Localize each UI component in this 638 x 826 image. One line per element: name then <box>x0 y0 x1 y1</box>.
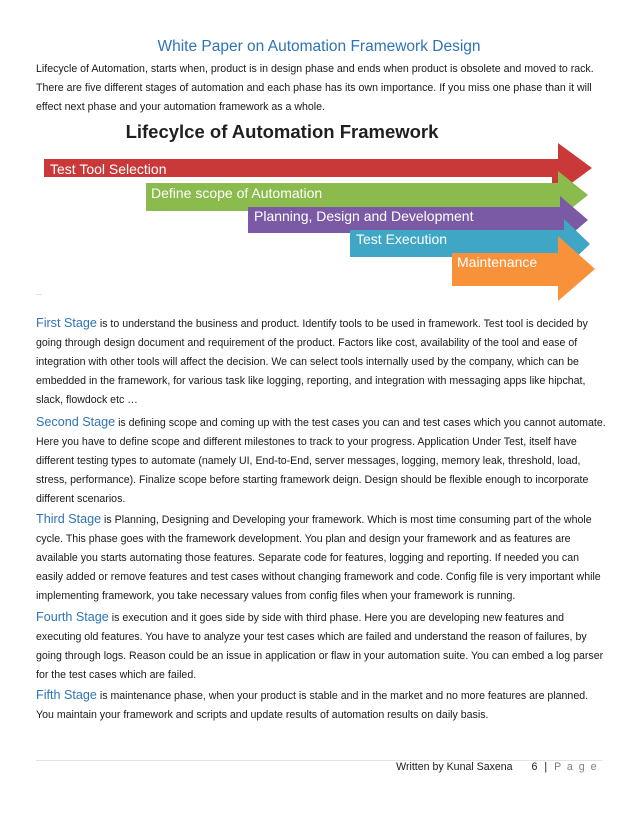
section-first-stage <box>36 314 608 410</box>
intro-paragraph: Lifecycle of Automation, starts when, product is in design phase and ends when product is obsolete and moved to rack. There are five different stages of automation and each phase has its own importance. If you miss one phase than it will effect next phase and your automation framework as a whole. <box>36 63 594 113</box>
footer-author: Written by Kunal Saxena <box>396 761 513 773</box>
page-footer <box>396 757 598 777</box>
diagram-title: Lifecylce of Automation Framework <box>125 121 439 142</box>
stage-label-3: Planning, Design and Development <box>254 208 474 224</box>
section-heading: First Stage <box>36 316 97 330</box>
section-body: is maintenance phase, when your product is stable and in the market and no more features are planned. You maintain your framework and scripts and update results of automation results on daily basis. <box>36 690 589 721</box>
section-third-stage <box>36 510 608 606</box>
footer-separator: | <box>544 761 548 773</box>
stage-label-5: Maintenance <box>457 254 538 270</box>
page-label: P a g e <box>554 761 598 773</box>
lifecycle-diagram <box>40 116 600 306</box>
section-body: is to understand the business and product. Identify tools to be used in framework. Test tool is decided by going through design document and requirement of the product. Factors like cost, availability of the tool and ease of integration with other tools will affect the decision. We can select tools internally used by the company, which can be embedded in the framework, for various task like logging, reporting, and integration with messaging apps like hipchat, slack, flowdock etc … <box>36 318 588 406</box>
section-body: is defining scope and coming up with the test cases you can and test cases which you cannot automate. Here you have to define scope and different milestones to track to your progress. Application Under Test, itself have different testing types to automate (namely UI, End-to-End, server messages, logging, memory leak, threshold, load, stress, performance). Finalize scope before starting framework deign. Design should be flexible enough to incorporate different scenarios. <box>36 417 606 505</box>
section-fourth-stage <box>36 608 608 685</box>
page-number: 6 <box>531 761 538 773</box>
section-heading: Fourth Stage <box>36 610 109 624</box>
section-second-stage <box>36 413 608 509</box>
section-heading: Second Stage <box>36 415 116 429</box>
section-heading: Third Stage <box>36 512 102 526</box>
stage-label-2: Define scope of Automation <box>151 185 323 201</box>
stage-label-4: Test Execution <box>356 231 448 247</box>
stage-label-1: Test Tool Selection <box>50 161 167 177</box>
lifecycle-diagram-svg <box>40 116 600 306</box>
footnote-mark: ... <box>36 290 42 297</box>
section-body: is Planning, Designing and Developing your framework. Which is most time consuming part of the whole cycle. This phase goes with the framework development. You plan and design your framework and as features are available you starts automating those features. Separate code for features, logging and reporting. If needed you can easily added or remove features and test cases without changing framework and code. Config file is very important while implementing framework, you take necessary values from config files when your framework is running. <box>36 514 601 602</box>
document-title: White Paper on Automation Framework Design <box>157 38 481 55</box>
section-heading: Fifth Stage <box>36 688 97 702</box>
section-fifth-stage <box>36 686 608 725</box>
section-body: is execution and it goes side by side with third phase. Here you are developing new features and executing old features. You have to analyze your test cases which are failed and understand the reason of failures, by going through logs. Reason could be an issue in application or flaw in your automation suite. You can embed a log parser for the test cases which are failed. <box>36 612 604 681</box>
